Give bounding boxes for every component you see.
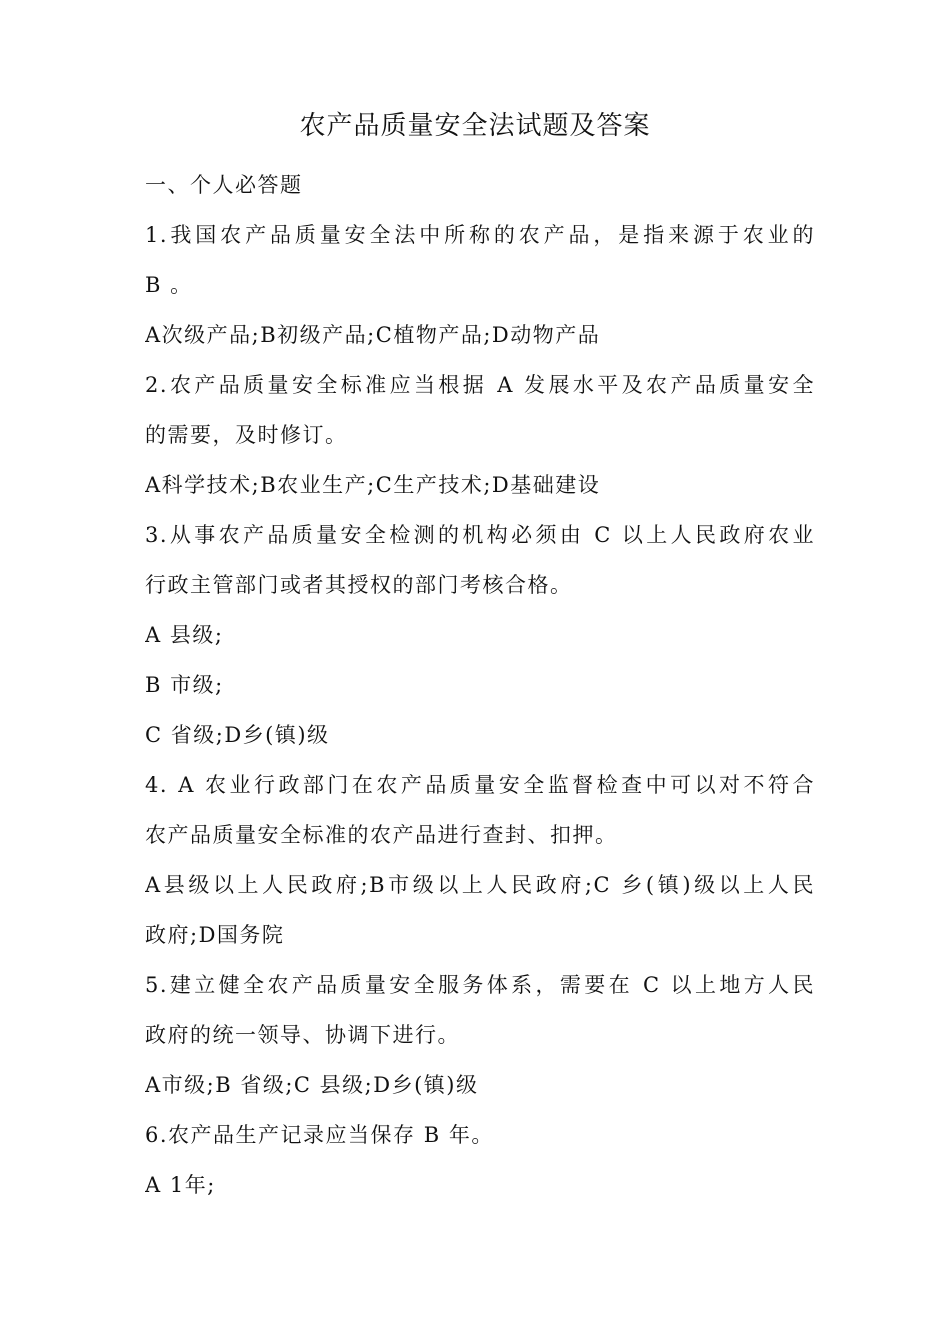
text-line: 2.农产品质量安全标准应当根据 A 发展水平及农产品质量安全 [145,373,815,397]
text-line: A次级产品;B初级产品;C植物产品;D动物产品 [145,323,601,347]
text-line: 3.从事农产品质量安全检测的机构必须由 C 以上人民政府农业 [145,523,815,547]
text-line: 1.我国农产品质量安全法中所称的农产品，是指来源于农业的 [145,223,815,247]
text-line: 5.建立健全农产品质量安全服务体系，需要在 C 以上地方人民 [145,973,815,997]
text-line: 农产品质量安全标准的农产品进行查封、扣押。 [145,823,618,847]
text-line: B 。 [145,273,193,297]
text-line: 政府的统一领导、协调下进行。 [145,1023,460,1047]
text-line: A科学技术;B农业生产;C生产技术;D基础建设 [145,473,601,497]
document-title: 农产品质量安全法试题及答案 [299,111,651,141]
text-line: 6.农产品生产记录应当保存 B 年。 [145,1123,494,1147]
text-line: 的需要，及时修订。 [145,423,348,447]
text-line: 政府;D国务院 [145,923,285,947]
text-line: C 省级;D乡(镇)级 [145,723,330,747]
text-line: 4. A 农业行政部门在农产品质量安全监督检查中可以对不符合 [145,773,815,797]
text-line: 行政主管部门或者其授权的部门考核合格。 [145,573,573,597]
document-body [145,160,815,1210]
text-line: 一、个人必答题 [145,173,303,197]
text-line: A 1年; [145,1173,216,1197]
text-line: B 市级; [145,673,224,697]
text-line: A县级以上人民政府;B市级以上人民政府;C 乡(镇)级以上人民 [145,873,815,897]
text-line: A市级;B 省级;C 县级;D乡(镇)级 [145,1073,479,1097]
text-line: A 县级; [145,623,224,647]
